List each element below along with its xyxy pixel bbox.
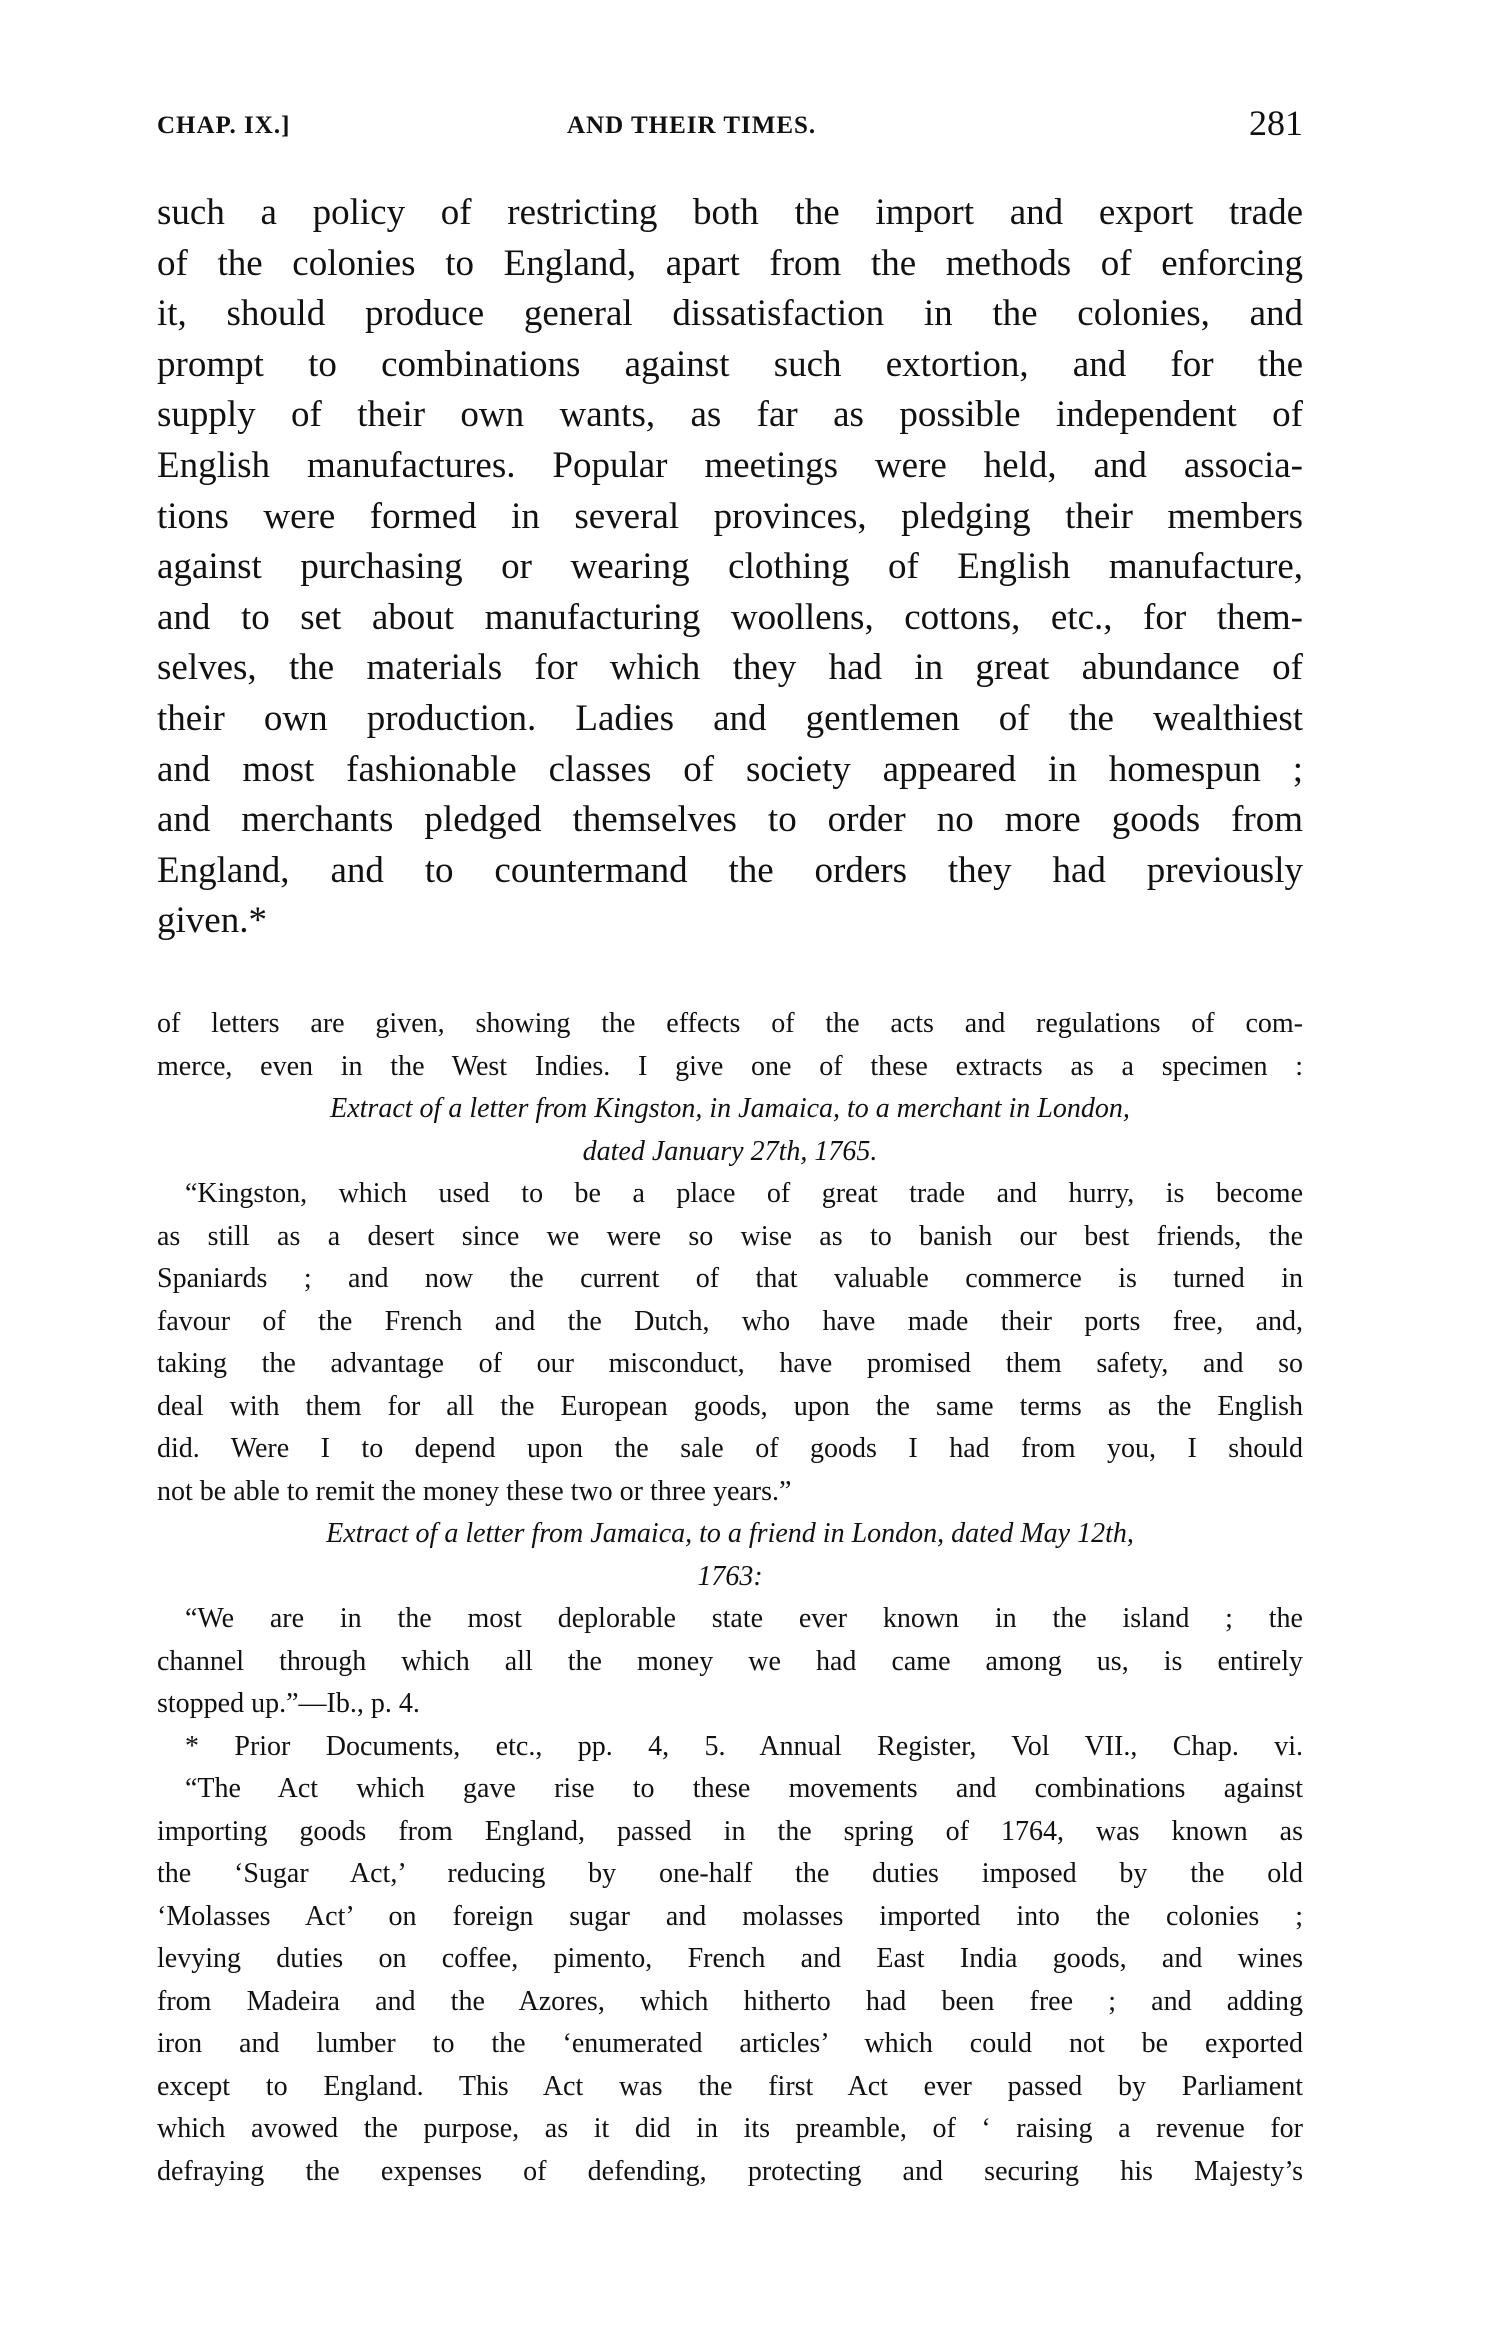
footnote-line: favour of the French and the Dutch, who have made their ports free, and, [157,1305,1303,1337]
footnote-line: ‘Molasses Act’ on foreign sugar and molasses imported into the colonies ; [157,1900,1303,1932]
extract-heading-line: dated January 27th, 1765. [582,1135,878,1167]
footnote-line: not be able to remit the money these two or three years.” [157,1475,792,1507]
text-line: England, and to countermand the orders they had previously [157,849,1303,891]
footnote-line: channel through which all the money we had came among us, is entirely [157,1645,1303,1677]
running-header [157,103,1303,148]
footnote-line: as still as a desert since we were so wise as to banish our best friends, the [157,1220,1303,1252]
footnote-line: “The Act which gave rise to these movements and combinations against [185,1773,1303,1804]
footnotes [157,1003,1303,2193]
main-text [157,188,1303,947]
text-line: selves, the materials for which they had in great abundance of [157,647,1303,689]
footnote-line: of letters are given, showing the effects of the acts and regulations of com- [157,1008,1303,1039]
text-line: supply of their own wants, as far as possible independent of [157,394,1303,436]
footnote-line: which avowed the purpose, as it did in its preamble, of ‘ raising a revenue for [157,2113,1303,2144]
chapter-label: CHAP. IX.] [157,112,291,139]
footnote-line: importing goods from England, passed in the spring of 1764, was known as [157,1815,1303,1847]
extract-heading-line: 1763: [697,1560,763,1592]
footnote-line: except to England. This Act was the first Act ever passed by Parliament [157,2070,1303,2102]
text-line: and to set about manufacturing woollens, cottons, etc., for them- [157,596,1303,638]
text-line: such a policy of restricting both the import and export trade [157,192,1303,233]
footnote-line: from Madeira and the Azores, which hitherto had been free ; and adding [157,1985,1303,2017]
footnote-line: * Prior Documents, etc., pp. 4, 5. Annual Register, Vol VII., Chap. vi. [185,1730,1303,1762]
footnote-line: stopped up.”—Ib., p. 4. [157,1688,420,1719]
running-title: AND THEIR TIMES. [567,112,817,139]
text-line: and merchants pledged themselves to order no more goods from [157,799,1303,841]
footnote-line: did. Were I to depend upon the sale of goods I had from you, I should [157,1433,1303,1464]
page-number: 281 [1249,103,1303,143]
footnote-line: “We are in the most deplorable state ever known in the island ; the [185,1603,1303,1634]
footnote-line: iron and lumber to the ‘enumerated articles’ which could not be exported [157,2028,1303,2059]
text-line: it, should produce general dissatisfaction in the colonies, and [157,293,1303,335]
extract-heading-line: Extract of a letter from Jamaica, to a friend in London, dated May 12th, [326,1518,1134,1549]
text-line: tions were formed in several provinces, pledging their members [157,495,1303,537]
text-line: English manufactures. Popular meetings were held, and associa- [157,444,1303,486]
footnote-line: the ‘Sugar Act,’ reducing by one-half the duties imposed by the old [157,1858,1303,1889]
footnote-line: merce, even in the West Indies. I give one of these extracts as a specimen : [157,1050,1303,1082]
extract-heading-line: Extract of a letter from Kingston, in Jamaica, to a merchant in London, [330,1093,1130,1124]
text-line: their own production. Ladies and gentlemen of the wealthiest [157,697,1303,739]
text-line: and most fashionable classes of society appeared in homespun ; [157,748,1303,790]
text-line: against purchasing or wearing clothing of English manufacture, [157,546,1303,588]
footnote-line: levying duties on coffee, pimento, French and East India goods, and wines [157,1943,1303,1974]
footnote-line: defraying the expenses of defending, protecting and securing his Majesty’s [157,2155,1303,2187]
text-line: given.* [157,900,267,942]
footnote-line: taking the advantage of our misconduct, have promised them safety, and so [157,1348,1303,1379]
text-line: of the colonies to England, apart from the methods of enforcing [157,242,1303,284]
footnote-line: “Kingston, which used to be a place of great trade and hurry, is become [185,1178,1303,1209]
footnote-line: deal with them for all the European goods, upon the same terms as the English [157,1390,1303,1422]
footnote-line: Spaniards ; and now the current of that valuable commerce is turned in [157,1263,1303,1294]
text-line: prompt to combinations against such extortion, and for the [157,343,1303,385]
